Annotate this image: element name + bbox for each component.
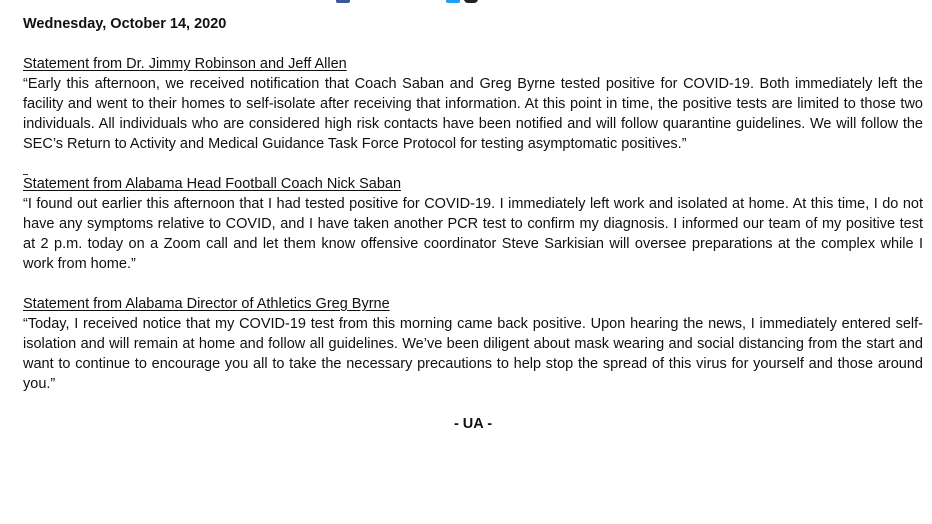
statement-heading: Statement from Dr. Jimmy Robinson and Jeff Allen (23, 56, 347, 72)
signoff: - UA - (453, 416, 493, 432)
statement-body: “Early this afternoon, we received notification that Coach Saban and Greg Byrne tested positive for COVID-19. Both immediately left the facility and went to their homes to self-isolate after receiving that information. At this point in time, the positive tests are limited to those two individuals. All individuals who are considered high risk contacts have been notified and will follow quarantine guidelines. We will follow the SEC’s Return to Activity and Medical Guidance Task Force Protocol for testing asymptomatic positives.” (23, 76, 923, 152)
release-date: Wednesday, October 14, 2020 (23, 16, 227, 32)
social-links-strip (336, 0, 544, 3)
instagram-icon[interactable] (464, 0, 478, 3)
statement-robinson-allen (23, 54, 923, 154)
statement-heading: Statement from Alabama Director of Athletics Greg Byrne (23, 296, 390, 312)
press-release (23, 14, 923, 434)
statement-saban (23, 174, 923, 274)
statement-body: “Today, I received notice that my COVID-19 test from this morning came back positive. Upon hearing the news, I immediately entered self-isolation and will remain at home and follow all guidelines. We’ve been diligent about mask wearing and social distancing from the start and want to continue to encourage you all to take the necessary precautions to help stop the spread of this virus for yourself and those around you.” (23, 316, 923, 392)
statement-heading: Statement from Alabama Head Football Coach Nick Saban (23, 176, 402, 192)
statement-body: “I found out earlier this afternoon that I had tested positive for COVID-19. I immediately left work and isolated at home. At this time, I do not have any symptoms relative to COVID, and I have taken another PCR test to confirm my diagnosis. I informed our team of my positive test at 2 p.m. today on a Zoom call and let them know offensive coordinator Steve Sarkisian will oversee preparations at the complex while I work from home.” (23, 196, 923, 272)
statement-byrne (23, 294, 923, 394)
twitter-icon[interactable] (446, 0, 460, 3)
facebook-icon[interactable] (336, 0, 350, 3)
